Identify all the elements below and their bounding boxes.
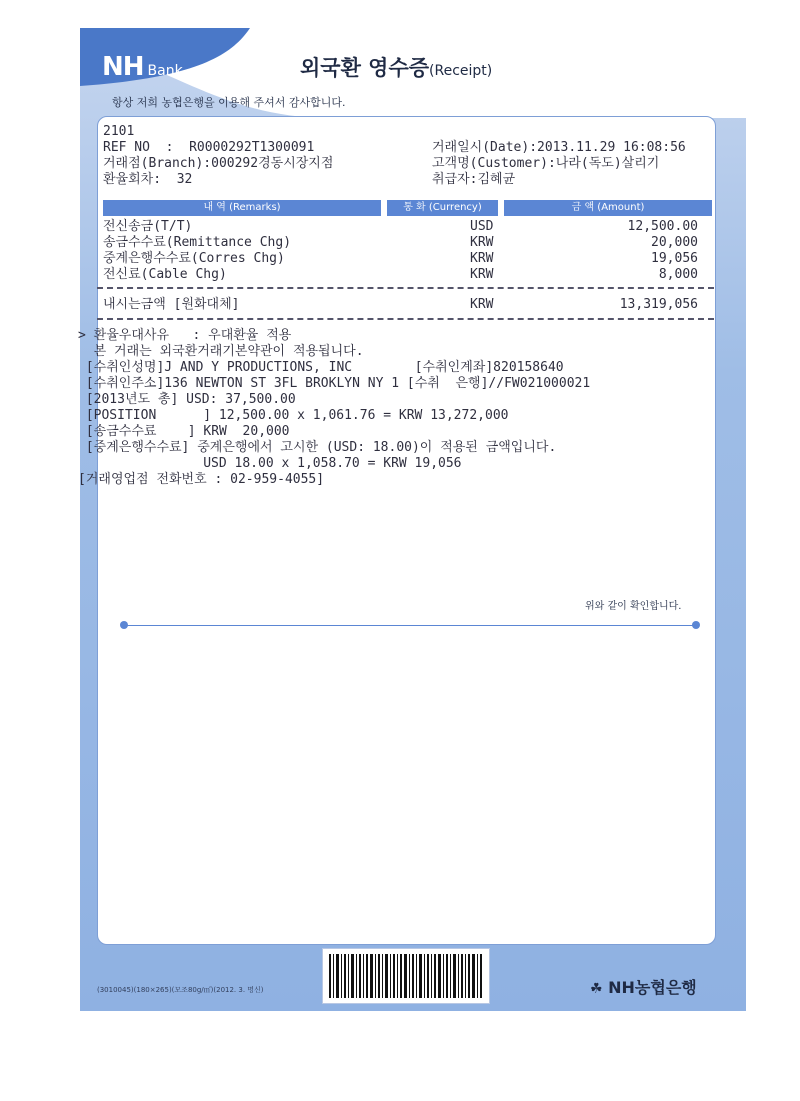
- column-amount: 금 액 (Amount): [504, 200, 712, 216]
- customer-name: 고객명(Customer):나라(독도)살리기: [432, 156, 660, 171]
- total-amount: 13,319,056: [619, 297, 698, 312]
- exchange-round: 환율회차: 32: [103, 172, 193, 187]
- note-line: [중계은행수수료] 중계은행에서 고시한 (USD: 18.00)이 적용된 금액입니다.: [78, 440, 557, 455]
- note-line: 본 거래는 외국환거래기본약관이 적용됩니다.: [78, 344, 364, 359]
- handler-name: 취급자:김혜균: [432, 172, 516, 187]
- signature-line-end-dot: [692, 621, 700, 629]
- clover-icon: ☘: [590, 981, 603, 997]
- transaction-date: 거래일시(Date):2013.11.29 16:08:56: [432, 140, 686, 155]
- row-amount: 19,056: [651, 251, 698, 266]
- row-remark: 전신송금(T/T): [103, 219, 193, 234]
- column-currency: 통 화 (Currency): [387, 200, 498, 216]
- row-amount: 12,500.00: [627, 219, 698, 234]
- row-remark: 중계은행수수료(Corres Chg): [103, 251, 285, 266]
- row-currency: KRW: [470, 267, 494, 282]
- thanks-message: 항상 저희 농협은행을 이용해 주셔서 감사합니다.: [112, 96, 346, 109]
- form-code: (3010045)(180×265)(모조80g/㎡)(2012. 3. 명신): [97, 986, 264, 994]
- branch: 거래점(Branch):000292경동시장지점: [103, 156, 334, 171]
- note-line: [2013년도 총] USD: 37,500.00: [78, 392, 296, 407]
- note-line: [수취인주소]136 NEWTON ST 3FL BROKLYN NY 1 [수취 은행]//FW021000021: [78, 376, 591, 391]
- row-currency: KRW: [470, 251, 494, 266]
- row-remark: 송금수수료(Remittance Chg): [103, 235, 292, 250]
- confirmation-text: 위와 같이 확인합니다.: [585, 601, 682, 612]
- nh-footer-logo: ☘ NH농협은행: [590, 978, 697, 997]
- ref-no: REF NO : R0000292T1300091: [103, 140, 315, 155]
- row-amount: 20,000: [651, 235, 698, 250]
- barcode: [322, 948, 490, 1004]
- note-line: [POSITION ] 12,500.00 x 1,061.76 = KRW 13,272,000: [78, 408, 509, 423]
- transaction-code: 2101: [103, 124, 135, 139]
- row-currency: KRW: [470, 235, 494, 250]
- total-currency: KRW: [470, 297, 494, 312]
- note-line: [송금수수료 ] KRW 20,000: [78, 424, 290, 439]
- divider-bottom: [97, 318, 714, 320]
- note-line: [수취인성명]J AND Y PRODUCTIONS, INC [수취인계좌]820158640: [78, 360, 564, 375]
- note-line: [거래영업점 전화번호 : 02-959-4055]: [78, 472, 325, 487]
- note-line: USD 18.00 x 1,058.70 = KRW 19,056: [78, 456, 462, 471]
- row-currency: USD: [470, 219, 494, 234]
- divider-top: [97, 287, 714, 289]
- row-remark: 전신료(Cable Chg): [103, 267, 227, 282]
- nh-bank-logo: NH Bank: [102, 52, 183, 82]
- page-title: 외국환 영수증(Receipt): [300, 56, 493, 80]
- signature-line: [124, 625, 696, 626]
- row-amount: 8,000: [658, 267, 698, 282]
- total-remark: 내시는금액 [원화대체]: [103, 297, 240, 312]
- column-remarks: 내 역 (Remarks): [103, 200, 381, 216]
- note-line: > 환율우대사유 : 우대환율 적용: [78, 328, 292, 343]
